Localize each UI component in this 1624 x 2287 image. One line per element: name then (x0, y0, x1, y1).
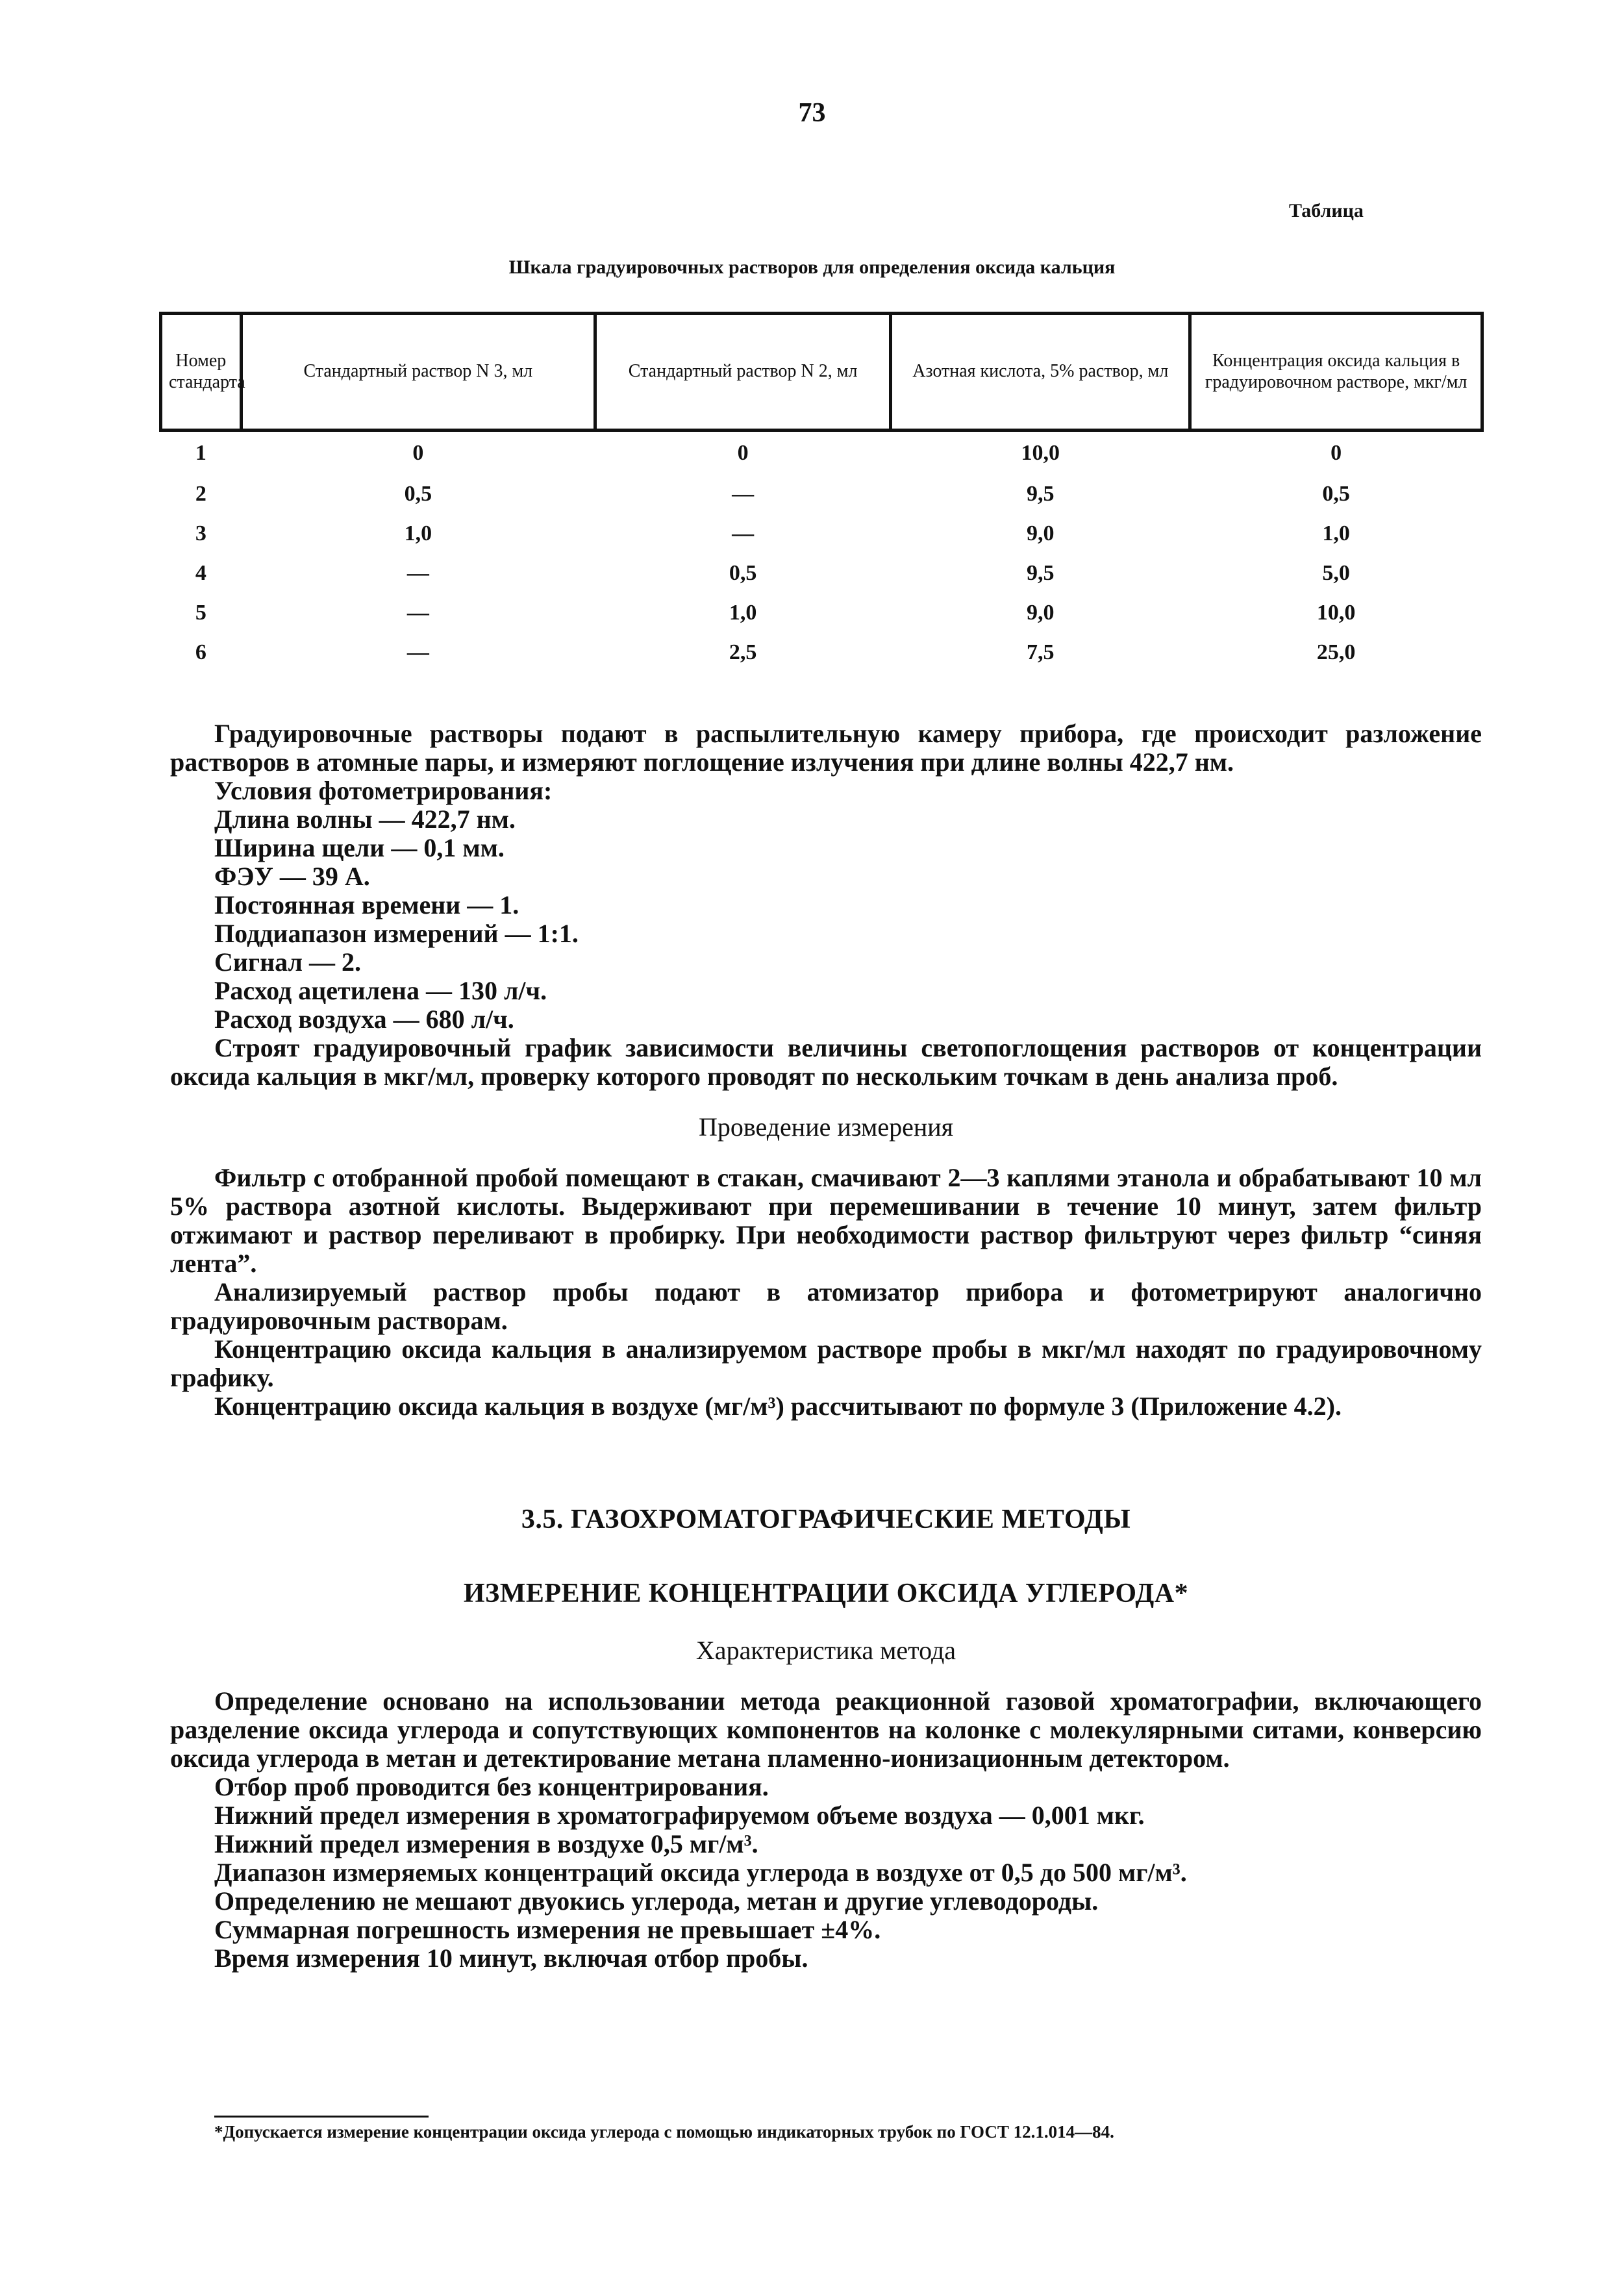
conditions-heading: Условия фотометрирования: (214, 776, 553, 805)
table-cell: 9,0 (1027, 521, 1055, 545)
table-cell: 10,0 (1021, 440, 1060, 465)
table-header-row (161, 314, 1482, 431)
calibration-table (159, 312, 1484, 673)
method-paragraph: Нижний предел измерения в хроматографируемом объеме воздуха — 0,001 мкг. (214, 1801, 1145, 1830)
header-concentration: Концентрация оксида кальция в градуировочном растворе, мкг/мл (1190, 314, 1482, 431)
section-subheading: ИЗМЕРЕНИЕ КОНЦЕНТРАЦИИ ОКСИДА УГЛЕРОДА* (463, 1579, 1189, 1608)
table-cell: — (732, 482, 755, 506)
table-cell: 4 (195, 561, 206, 585)
condition-item: Длина волны — 422,7 нм. (214, 805, 516, 834)
table-cell: 0,5 (404, 482, 432, 506)
table-cell: — (732, 521, 755, 545)
table-cell: 9,0 (1027, 601, 1055, 625)
table-row (161, 431, 1482, 475)
header-solution-2: Стандартный раствор N 2, мл (595, 314, 890, 431)
table-cell: 1,0 (1322, 521, 1350, 545)
measurement-paragraph: Анализируемый раствор пробы подают в атомизатор прибора и фотометрируют аналогично градуировочным растворам. (170, 1277, 1482, 1335)
section-heading: 3.5. ГАЗОХРОМАТОГРАФИЧЕСКИЕ МЕТОДЫ (521, 1505, 1131, 1534)
graph-paragraph: Строят градуировочный график зависимости величины светопоглощения растворов от концентрации оксида кальция в мкг/мл, проверку которого проводят по нескольким точкам в день анализа проб. (170, 1033, 1482, 1091)
table-row (161, 514, 1482, 554)
table-cell: 7,5 (1027, 640, 1055, 664)
footnote: *Допускается измерение концентрации оксида углерода с помощью индикаторных трубок по ГОСТ 12.1.014—84. (214, 2122, 1114, 2142)
table-cell: 5,0 (1322, 561, 1350, 585)
table-cell: 6 (195, 640, 206, 664)
table-cell: — (406, 601, 429, 625)
table-cell: 0 (412, 440, 424, 465)
table-cell: 0 (1330, 440, 1342, 465)
table-row (161, 554, 1482, 594)
condition-item: Расход ацетилена — 130 л/ч. (214, 976, 547, 1005)
method-paragraph: Диапазон измеряемых концентраций оксида углерода в воздухе от 0,5 до 500 мг/м³. (214, 1858, 1187, 1887)
table-title: Шкала градуировочных растворов для определения оксида кальция (508, 256, 1116, 278)
table-cell: 2 (195, 482, 206, 506)
header-standard-number: Номер стандарта (161, 314, 242, 431)
table-cell: — (406, 561, 429, 585)
method-paragraph: Отбор проб проводится без концентрирования. (214, 1772, 769, 1801)
table-cell: 1,0 (404, 521, 432, 545)
condition-item: Постоянная времени — 1. (214, 890, 519, 919)
method-paragraph: Время измерения 10 минут, включая отбор пробы. (214, 1943, 808, 1973)
table-cell: 9,5 (1027, 482, 1055, 506)
measurement-paragraph: Концентрацию оксида кальция в воздухе (мг/м³) рассчитывают по формуле 3 (Приложение 4.2). (214, 1392, 1342, 1421)
condition-item: ФЭУ — 39 А. (214, 862, 370, 891)
table-cell: 1 (195, 440, 206, 465)
method-paragraph: Нижний предел измерения в воздухе 0,5 мг/м³. (214, 1829, 758, 1858)
method-paragraph: Определение основано на использовании метода реакционной газовой хроматографии, включающего разделение оксида углерода и сопутствующих компонентов на колонке с молекулярными ситами, конверсию оксида углерода в метан и детектирование метана пламенно-ионизационным детектором. (170, 1686, 1482, 1773)
page-number: 73 (798, 98, 826, 128)
table-cell: 5 (195, 601, 206, 625)
table-cell: 1,0 (729, 601, 757, 625)
table-row (161, 594, 1482, 633)
header-solution-3: Стандартный раствор N 3, мл (241, 314, 595, 431)
table-cell: 2,5 (729, 640, 757, 664)
table-cell: 9,5 (1027, 561, 1055, 585)
table-cell: 0,5 (1322, 482, 1350, 506)
condition-item: Расход воздуха — 680 л/ч. (214, 1005, 514, 1034)
measurement-heading: Проведение измерения (698, 1112, 954, 1142)
condition-item: Сигнал — 2. (214, 947, 361, 977)
table-row (161, 633, 1482, 673)
table-label: Таблица (1289, 200, 1364, 221)
condition-item: Ширина щели — 0,1 мм. (214, 833, 505, 862)
method-paragraph: Суммарная погрешность измерения не превышает ±4%. (214, 1915, 881, 1944)
main-text (170, 719, 1482, 1973)
table-cell: 10,0 (1316, 601, 1356, 625)
table-cell: 0 (737, 440, 749, 465)
calibration-intro: Градуировочные растворы подают в распылительную камеру прибора, где происходит разложение растворов в атомные пары, и измеряют поглощение излучения при длине волны 422,7 нм. (170, 719, 1482, 777)
table-cell: — (406, 640, 429, 664)
header-nitric-acid: Азотная кислота, 5% раствор, мл (891, 314, 1190, 431)
condition-item: Поддиапазон измерений — 1:1. (214, 919, 579, 948)
method-paragraph: Определению не мешают двуокись углерода, метан и другие углеводороды. (214, 1886, 1099, 1916)
measurement-paragraph: Концентрацию оксида кальция в анализируемом растворе пробы в мкг/мл находят по градуировочному графику. (170, 1334, 1482, 1392)
table-cell: 0,5 (729, 561, 757, 585)
measurement-paragraph: Фильтр с отобранной пробой помещают в стакан, смачивают 2—3 каплями этанола и обрабатывают 10 мл 5% раствора азотной кислоты. Выдерживают при перемешивании в течение 10 минут, затем фильтр отжимают и раствор переливают в пробирку. При необходимости раствор фильтруют через фильтр “синяя лента”. (170, 1163, 1482, 1278)
footnote-divider (214, 2116, 429, 2118)
table-row (161, 475, 1482, 514)
method-heading: Характеристика метода (695, 1636, 956, 1665)
table-cell: 3 (195, 521, 206, 545)
table-cell: 25,0 (1316, 640, 1356, 664)
